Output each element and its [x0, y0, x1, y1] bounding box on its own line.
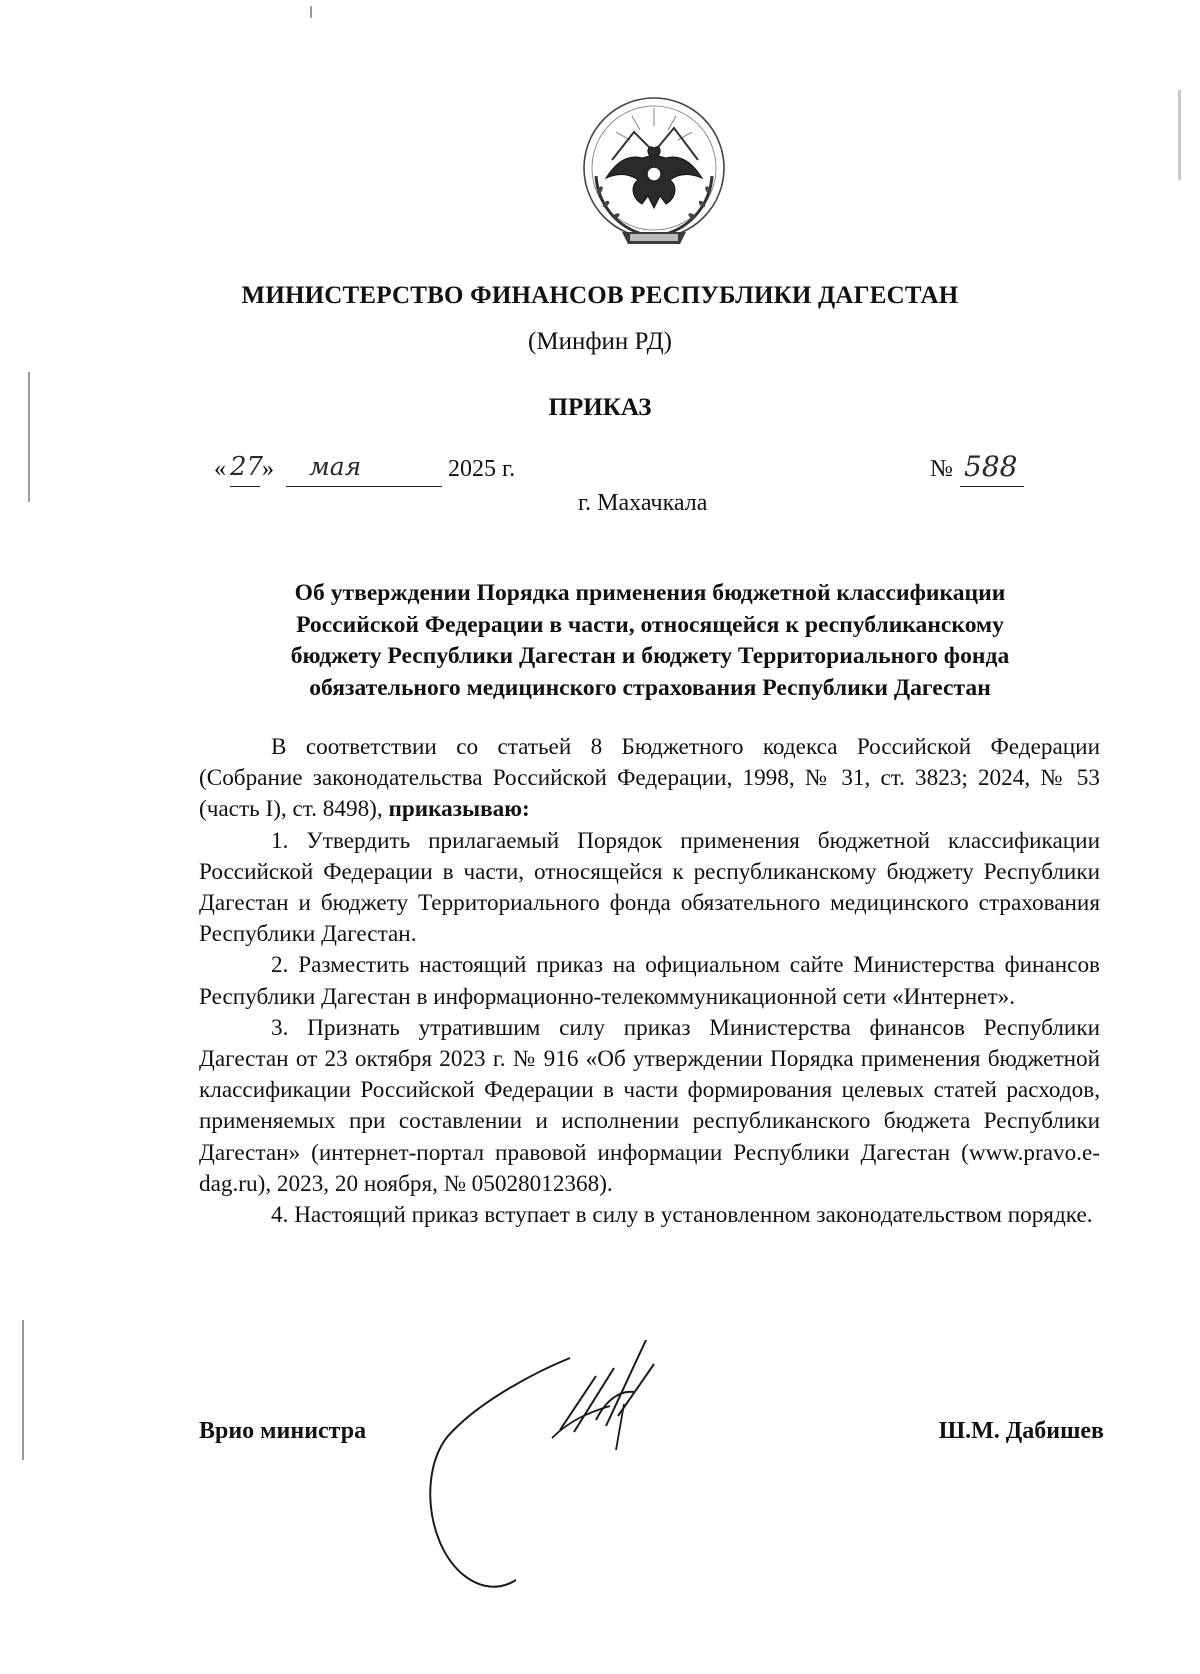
scan-edge-mark — [1178, 90, 1181, 180]
signatory-title: Врио министра — [199, 1418, 367, 1444]
number-label: № — [930, 456, 953, 482]
scan-edge-mark — [22, 1320, 24, 1460]
month-underline — [286, 486, 442, 487]
number-underline — [960, 486, 1024, 487]
date-day: 27 — [230, 452, 264, 482]
document-body — [199, 732, 1100, 1231]
signatory-name: Ш.М. Дабишев — [938, 1418, 1104, 1444]
date-year: 2025 г. — [448, 456, 516, 482]
order-item-2: 2. Разместить настоящий приказ на официальном сайте Министерства финансов Республики Дагестан в информационно-телекоммуникационной сети «Интернет». — [199, 952, 1100, 1010]
date-open-quote: « — [214, 456, 226, 482]
coat-of-arms-icon — [572, 86, 737, 256]
title-line: Российской Федерации в части, относящейся к республиканскому — [296, 611, 1004, 638]
date-month: мая — [309, 452, 362, 481]
preamble-text: В соответствии со статьей 8 Бюджетного кодекса Российской Федерации (Собрание законодательства Российской Федерации, 1998, № 31, ст. 3823; 2024, № 53 (часть I), ст. 8498), — [199, 734, 1100, 823]
document-type: ПРИКАЗ — [548, 394, 652, 421]
day-underline — [230, 486, 260, 487]
title-line: Об утверждении Порядка применения бюджетной классификации — [294, 580, 1006, 606]
title-line: обязательного медицинского страхования Республики Дагестан — [309, 674, 991, 701]
document-title — [195, 578, 1105, 704]
date-close-quote: » — [262, 456, 274, 482]
order-item-1: 1. Утвердить прилагаемый Порядок применения бюджетной классификации Российской Федерации в части, относящейся к республиканскому бюджету Республики Дагестан и бюджету Территориального фонда обязательного медицинского страхования Республики Дагестан. — [199, 827, 1100, 948]
handwritten-signature — [420, 1340, 780, 1600]
document-number: 588 — [964, 450, 1018, 483]
scan-speck — [310, 6, 312, 18]
ministry-short-name: (Минфин РД) — [528, 328, 672, 355]
preamble-paragraph — [199, 732, 1100, 826]
order-item-3: 3. Признать утратившим силу приказ Министерства финансов Республики Дагестан от 23 октября 2023 г. № 916 «Об утверждении Порядка применения бюджетной классификации Российской Федерации в части формирования целевых статей расходов, применяемых при составлении и исполнении республиканского бюджета Республики Дагестан» (интернет-портал правовой информации Республики Дагестан (www.pravo.e-dag.ru), 2023, 20 ноября, № 05028012368). — [199, 1014, 1100, 1197]
ministry-name: МИНИСТЕРСТВО ФИНАНСОВ РЕСПУБЛИКИ ДАГЕСТАН — [241, 282, 959, 309]
preamble-command: приказываю: — [388, 796, 530, 823]
order-item-4: 4. Настоящий приказ вступает в силу в установленном законодательством порядке. — [271, 1202, 1093, 1229]
title-line: бюджету Республики Дагестан и бюджету Территориального фонда — [290, 643, 1010, 669]
scan-edge-mark — [28, 372, 30, 502]
city: г. Махачкала — [578, 490, 708, 516]
